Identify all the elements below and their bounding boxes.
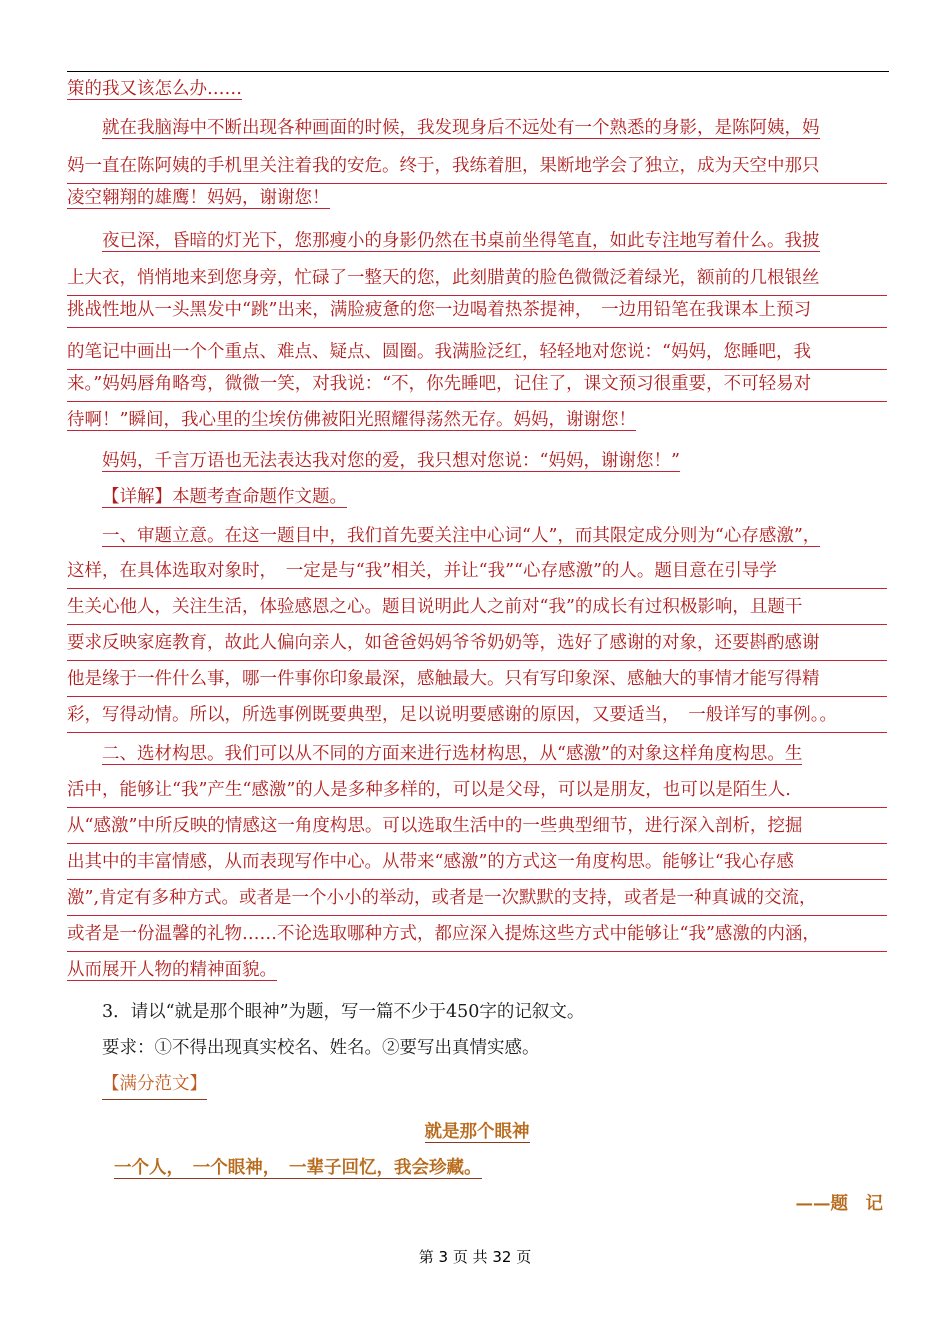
paragraph-line: 夜已深，昏暗的灯光下，您那瘦小的身影仍然在书桌前坐得笔直，如此专注地写着什么。我披 [102,231,820,251]
paragraph-line: 待啊！”瞬间，我心里的尘埃仿佛被阳光照耀得荡然无存。妈妈，谢谢您！ [67,410,636,430]
paragraph-line: 来。”妈妈唇角略弯，微微一笑，对我说：“不，你先睡吧，记住了，课文预习很重要，不可轻易对 [67,366,887,402]
epigraph-attribution: ——题 记 [795,1194,883,1214]
paragraph-line: 的笔记中画出一个个重点、难点、疑点、圆圈。我满脸泛红，轻轻地对您说：“妈妈，您睡吧，我 [67,334,887,370]
analysis-line: 这样，在具体选取对象时， 一定是与“我”相关，并让“我”“心存感激”的人。题目意在引导学 [67,553,887,589]
page-footer: 第 3 页 共 32 页 [418,1248,532,1266]
paragraph-line: 上大衣，悄悄地来到您身旁，忙碌了一整天的您，此刻腊黄的脸色微微泛着绿光，额前的几根银丝 [67,260,887,296]
analysis-line: 要求反映家庭教育，故此人偏向亲人，如爸爸妈妈爷爷奶奶等，选好了感谢的对象，还要斟酌感谢 [67,625,887,661]
analysis-line: 生关心他人，关注生活，体验感恩之心。题目说明此人之前对“我”的成长有过积极影响，且题干 [67,589,887,625]
analysis-line: 或者是一份温馨的礼物……不论选取哪种方式，都应深入提炼这些方式中能够让“我”感激的内涵， [67,916,887,952]
analysis-line: 从而展开人物的精神面貌。 [67,960,277,980]
paragraph-line: 妈妈，千言万语也无法表达我对您的爱，我只想对您说：“妈妈，谢谢您！” [102,451,680,471]
paragraph-line: 策的我又该怎么办…… [67,79,242,99]
paragraph-line: 妈一直在陈阿姨的手机里关注着我的安危。终于，我练着胆，果断地学会了独立，成为天空中那只 [67,148,887,184]
analysis-line: 从“感激”中所反映的情感这一角度构思。可以选取生活中的一些典型细节，进行深入剖析，挖掘 [67,808,887,844]
detail-heading: 【详解】本题考查命题作文题。 [102,487,347,507]
requirements: 要求：①不得出现真实校名、姓名。②要写出真情实感。 [102,1038,540,1058]
question-3: 3．请以“就是那个眼神”为题，写一篇不少于450字的记叙文。 [102,1002,585,1022]
analysis-line: 二、选材构思。我们可以从不同的方面来进行选材构思，从“感激”的对象这样角度构思。生 [102,744,803,764]
paragraph-line: 凌空翱翔的雄鹰！妈妈，谢谢您！ [67,188,330,208]
model-essay-label: 【满分范文】 [67,1066,887,1102]
paragraph-line: 挑战性地从一头黑发中“跳”出来，满脸疲惫的您一边喝着热茶提神， 一边用铅笔在我课本上预习 [67,292,887,328]
analysis-line: 他是缘于一件什么事，哪一件事你印象最深，感触最大。只有写印象深、感触大的事情才能写得精 [67,661,887,697]
essay-title: 就是那个眼神 [424,1122,530,1142]
analysis-line: 活中，能够让“我”产生“感激”的人是多种多样的，可以是父母，可以是朋友，也可以是陌生人. [67,772,887,808]
epigraph: 一个人， 一个眼神， 一辈子回忆，我会珍藏。 [114,1158,482,1178]
analysis-line: 激”,肯定有多种方式。或者是一个小小的举动，或者是一次默默的支持，或者是一种真诚的交流， [67,880,887,916]
analysis-line: 一、审题立意。在这一题目中，我们首先要关注中心词“人”，而其限定成分则为“心存感激”， [102,526,821,546]
paragraph-line: 就在我脑海中不断出现各种画面的时候，我发现身后不远处有一个熟悉的身影，是陈阿姨，妈 [102,118,820,138]
analysis-line: 彩，写得动情。所以，所选事例既要典型，足以说明要感谢的原因，又要适当， 一般详写的事例。。 [67,697,887,733]
analysis-line: 出其中的丰富情感，从而表现写作中心。从带来“感激”的方式这一角度构思。能够让“我心存感 [67,844,887,880]
